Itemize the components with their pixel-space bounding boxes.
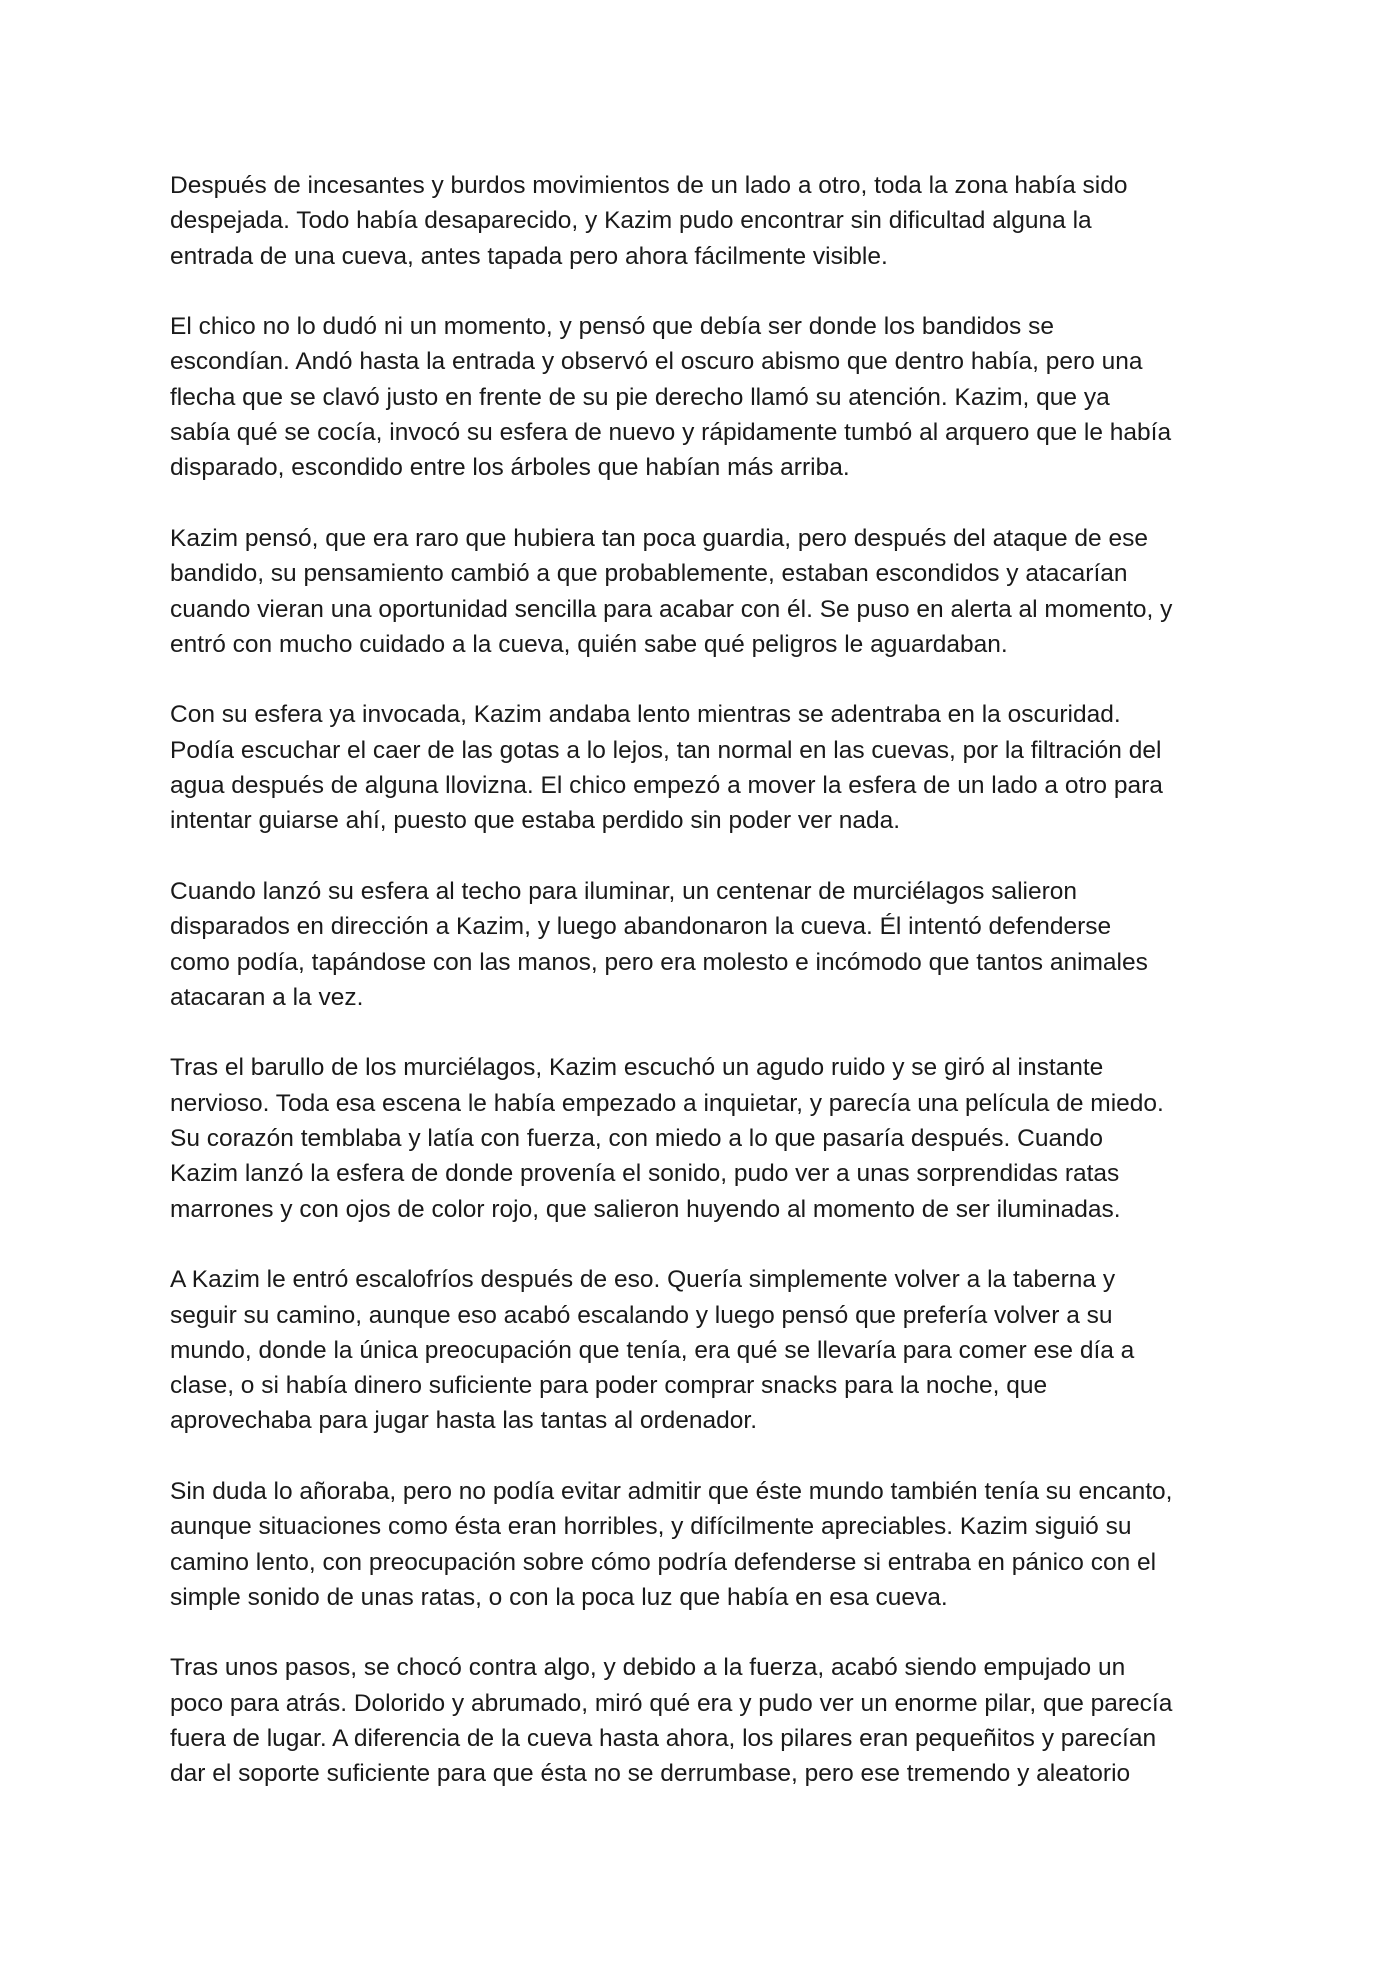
text-line: camino lento, con preocupación sobre cómo podría defenderse si entraba en pánico con el [170,1548,1157,1576]
text-line: Tras el barullo de los murciélagos, Kazim escuchó un agudo ruido y se giró al instante [170,1054,1104,1082]
text-line: dar el soporte suficiente para que ésta no se derrumbase, pero ese tremendo y aleatorio [170,1760,1131,1788]
text-line: entrada de una cueva, antes tapada pero ahora fácilmente visible. [170,242,888,270]
paragraph [170,521,1250,662]
paragraph [170,168,1250,274]
text-line: escondían. Andó hasta la entrada y observó el oscuro abismo que dentro había, pero una [170,348,1143,376]
text-line: despejada. Todo había desaparecido, y Kazim pudo encontrar sin dificultad alguna la [170,207,1092,235]
text-line: sabía qué se cocía, invocó su esfera de nuevo y rápidamente tumbó al arquero que le había [170,419,1172,447]
text-line: intentar guiarse ahí, puesto que estaba perdido sin poder ver nada. [170,807,901,835]
text-line: Su corazón temblaba y latía con fuerza, con miedo a lo que pasaría después. Cuando [170,1125,1103,1153]
paragraph [170,874,1250,1015]
paragraph [170,1262,1250,1438]
text-line: poco para atrás. Dolorido y abrumado, miró qué era y pudo ver un enorme pilar, que parecía [170,1689,1173,1717]
text-line: Kazim lanzó la esfera de donde provenía el sonido, pudo ver a unas sorprendidas ratas [170,1160,1120,1188]
text-line: simple sonido de unas ratas, o con la poca luz que había en esa cueva. [170,1583,948,1611]
text-line: disparado, escondido entre los árboles que habían más arriba. [170,454,850,482]
text-line: disparados en dirección a Kazim, y luego abandonaron la cueva. Él intentó defenderse [170,913,1112,941]
paragraph [170,1050,1250,1226]
text-line: atacaran a la vez. [170,983,364,1011]
text-line: Kazim pensó, que era raro que hubiera tan poca guardia, pero después del ataque de ese [170,524,1148,552]
text-line: aunque situaciones como ésta eran horribles, y difícilmente apreciables. Kazim siguió su [170,1513,1132,1541]
text-line: A Kazim le entró escalofríos después de eso. Quería simplemente volver a la taberna y [170,1266,1116,1294]
paragraph [170,1474,1250,1615]
text-line: marrones y con ojos de color rojo, que salieron huyendo al momento de ser iluminadas. [170,1195,1121,1223]
text-line: Podía escuchar el caer de las gotas a lo lejos, tan normal en las cuevas, por la filtración del [170,736,1162,764]
text-line: fuera de lugar. A diferencia de la cueva hasta ahora, los pilares eran pequeñitos y parecían [170,1725,1157,1753]
text-line: agua después de alguna llovizna. El chico empezó a mover la esfera de un lado a otro para [170,772,1163,800]
paragraph [170,1650,1250,1791]
document-body [170,168,1250,1827]
text-line: cuando vieran una oportunidad sencilla para acabar con él. Se puso en alerta al momento, y [170,595,1173,623]
text-line: El chico no lo dudó ni un momento, y pensó que debía ser donde los bandidos se [170,313,1054,341]
text-line: seguir su camino, aunque eso acabó escalando y luego pensó que prefería volver a su [170,1301,1113,1329]
text-line: nervioso. Toda esa escena le había empezado a inquietar, y parecía una película de miedo. [170,1089,1164,1117]
text-line: bandido, su pensamiento cambió a que probablemente, estaban escondidos y atacarían [170,560,1128,588]
text-line: Con su esfera ya invocada, Kazim andaba lento mientras se adentraba en la oscuridad. [170,701,1121,729]
text-line: Después de incesantes y burdos movimientos de un lado a otro, toda la zona había sido [170,172,1128,199]
text-line: clase, o si había dinero suficiente para poder comprar snacks para la noche, que [170,1372,1048,1400]
text-line: aprovechaba para jugar hasta las tantas al ordenador. [170,1407,758,1435]
text-line: entró con mucho cuidado a la cueva, quién sabe qué peligros le aguardaban. [170,630,1008,658]
text-line: Sin duda lo añoraba, pero no podía evitar admitir que éste mundo también tenía su encanto, [170,1477,1173,1505]
text-line: flecha que se clavó justo en frente de su pie derecho llamó su atención. Kazim, que ya [170,383,1110,411]
paragraph [170,309,1250,485]
text-line: mundo, donde la única preocupación que tenía, era qué se llevaría para comer ese día a [170,1336,1135,1364]
text-line: Cuando lanzó su esfera al techo para iluminar, un centenar de murciélagos salieron [170,877,1078,905]
paragraph [170,697,1250,838]
text-line: como podía, tapándose con las manos, pero era molesto e incómodo que tantos animales [170,948,1148,976]
text-line: Tras unos pasos, se chocó contra algo, y debido a la fuerza, acabó siendo empujado un [170,1654,1126,1682]
